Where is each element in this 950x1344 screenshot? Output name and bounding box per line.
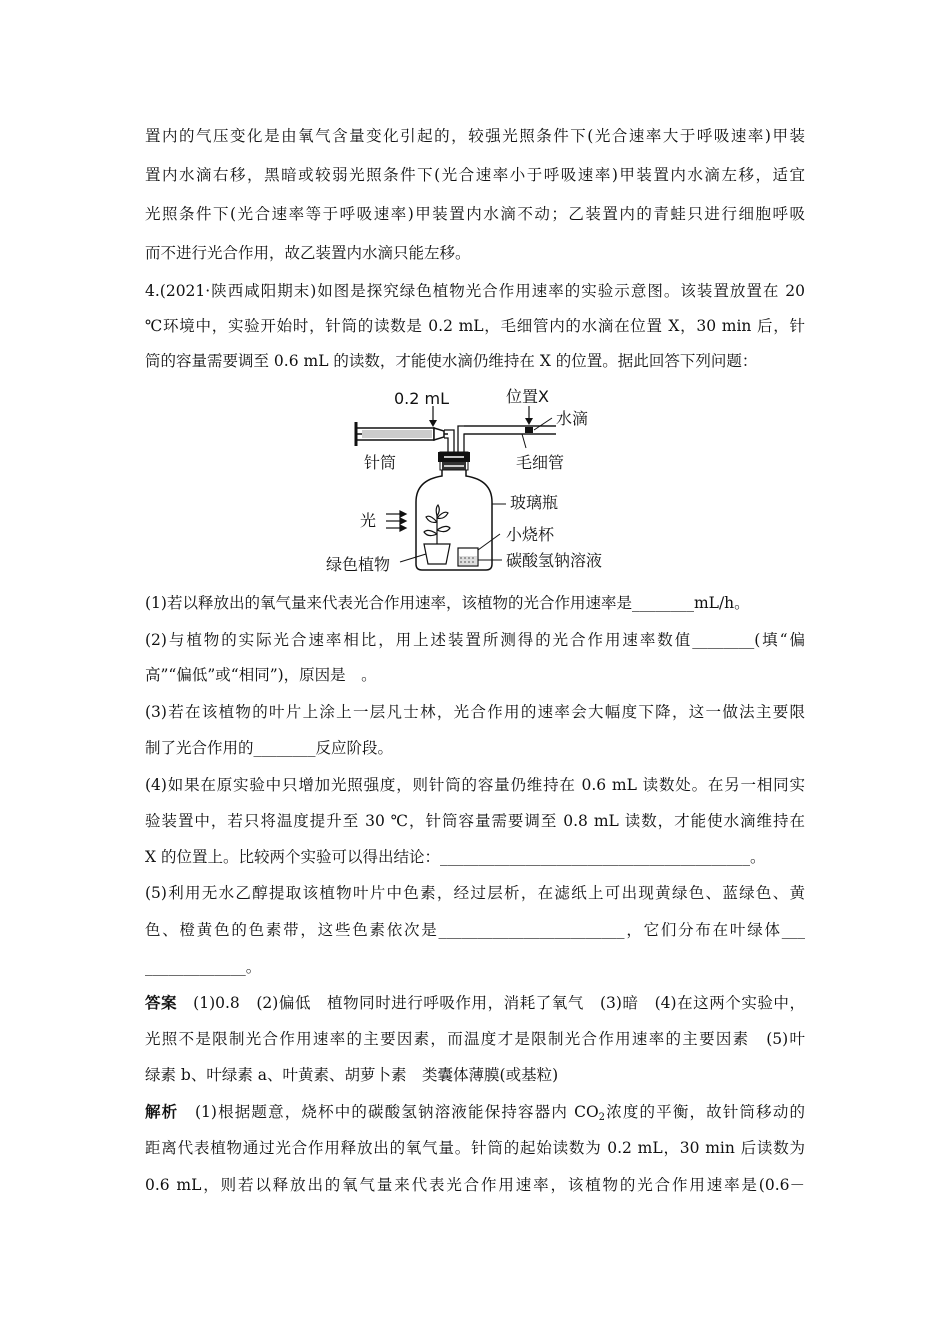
syringe-drawing bbox=[356, 422, 448, 446]
water-drop-label: 水滴 bbox=[556, 409, 589, 428]
solution-label: 碳酸氢钠溶液 bbox=[506, 551, 603, 570]
analysis-line-3: 0.6 mL，则若以释放出的氧气量来代表光合作用速率，该植物的光合作用速率是(0.6－ bbox=[145, 1176, 805, 1194]
question-line-2: ℃环境中，实验开始时，针筒的读数是 0.2 mL，毛细管内的水滴在位置 X，30 min 后，针 bbox=[145, 317, 805, 335]
syringe-reading-label: 0.2 mL bbox=[394, 389, 450, 408]
analysis-line-2: 距离代表植物通过光合作用释放出的氧气量。针筒的起始读数为 0.2 mL，30 min 后读数为 bbox=[145, 1139, 805, 1157]
glass-bottle-label: 玻璃瓶 bbox=[510, 493, 559, 512]
capillary-drawing bbox=[464, 406, 556, 448]
intro-line-2: 置内水滴右移，黑暗或较弱光照条件下(光合速率小于呼吸速率)甲装置内水滴左移，适宜 bbox=[145, 166, 805, 184]
part-5-line-2: 色、橙黄色的色素带，这些色素依次是________________________，它们分布在叶绿体___ bbox=[145, 921, 805, 939]
question-line-3: 筒的容量需要调至 0.6 mL 的读数，才能使水滴仍维持在 X 的位置。据此回答下列问题： bbox=[145, 352, 758, 370]
green-plant-label: 绿色植物 bbox=[326, 555, 391, 574]
question-line-1: 4.(2021·陕西咸阳期末)如图是探究绿色植物光合作用速率的实验示意图。该装置放置在 20 bbox=[145, 282, 805, 300]
plant-drawing bbox=[424, 505, 450, 564]
answer-label: 答案 bbox=[145, 993, 178, 1012]
light-label: 光 bbox=[360, 511, 377, 530]
part-4-line-3: X 的位置上。比较两个实验可以得出结论：________________________________________。 bbox=[145, 848, 766, 866]
part-5-line-1: (5)利用无水乙醇提取该植物叶片中色素，经过层析，在滤纸上可出现黄绿色、蓝绿色、黄 bbox=[145, 884, 805, 902]
stopper-drawing bbox=[438, 452, 470, 470]
light-arrows bbox=[386, 511, 406, 531]
analysis-label: 解析 bbox=[145, 1102, 179, 1121]
beaker-drawing bbox=[458, 548, 478, 566]
small-beaker-label: 小烧杯 bbox=[506, 525, 555, 544]
part-1: (1)若以释放出的氧气量来代表光合作用速率，该植物的光合作用速率是________mL/h。 bbox=[145, 594, 750, 612]
answer-line-2: 光照不是限制光合作用速率的主要因素，而温度才是限制光合作用速率的主要因素 (5)叶 bbox=[145, 1030, 805, 1048]
intro-line-4: 而不进行光合作用，故乙装置内水滴只能左移。 bbox=[145, 244, 471, 262]
analysis-line-1 bbox=[145, 1102, 805, 1124]
apparatus-figure bbox=[320, 384, 630, 580]
answer-line-1 bbox=[145, 993, 805, 1015]
position-x-label: 位置X bbox=[506, 387, 549, 406]
answer-line-3: 绿素 b、叶绿素 a、叶黄素、胡萝卜素 类囊体薄膜(或基粒) bbox=[145, 1066, 559, 1084]
part-4-line-1: (4)如果在原实验中只增加光照强度，则针筒的容量仍维持在 0.6 mL 读数处。在另一相同实 bbox=[145, 776, 805, 794]
part-5-line-3: _____________。 bbox=[145, 958, 262, 976]
answer-text-1: (1)0.8 (2)偏低 植物同时进行呼吸作用，消耗了氧气 (3)暗 (4)在这两个实验中， bbox=[177, 994, 805, 1012]
reading-arrowhead bbox=[429, 420, 437, 427]
tubes-drawing bbox=[444, 426, 556, 452]
part-2-line-1: (2)与植物的实际光合速率相比，用上述装置所测得的光合作用速率数值________(填“偏 bbox=[145, 631, 805, 649]
intro-line-3: 光照条件下(光合速率等于呼吸速率)甲装置内水滴不动；乙装置内的青蛙只进行细胞呼吸 bbox=[145, 205, 805, 223]
intro-line-1: 置内的气压变化是由氧气含量变化引起的，较强光照条件下(光合速率大于呼吸速率)甲装 bbox=[145, 127, 805, 145]
analysis-text-1a: (1)根据题意，烧杯中的碳酸氢钠溶液能保持容器内 CO bbox=[178, 1103, 599, 1121]
part-3-line-1: (3)若在该植物的叶片上涂上一层凡士林，光合作用的速率会大幅度下降，这一做法主要限 bbox=[145, 703, 805, 721]
capillary-label: 毛细管 bbox=[516, 453, 565, 472]
glass-bottle-drawing bbox=[416, 470, 492, 570]
part-3-line-2: 制了光合作用的________反应阶段。 bbox=[145, 739, 394, 757]
co2-subscript: 2 bbox=[598, 1112, 606, 1123]
part-4-line-2: 验装置中，若只将温度提升至 30 ℃，针筒容量需要调至 0.8 mL 读数，才能使水滴维持在 bbox=[145, 812, 805, 830]
part-2-line-2: 高”“偏低”或“相同”)，原因是 。 bbox=[145, 666, 377, 684]
analysis-text-1b: 浓度的平衡，故针筒移动的 bbox=[605, 1103, 805, 1121]
syringe-label: 针筒 bbox=[364, 453, 397, 472]
